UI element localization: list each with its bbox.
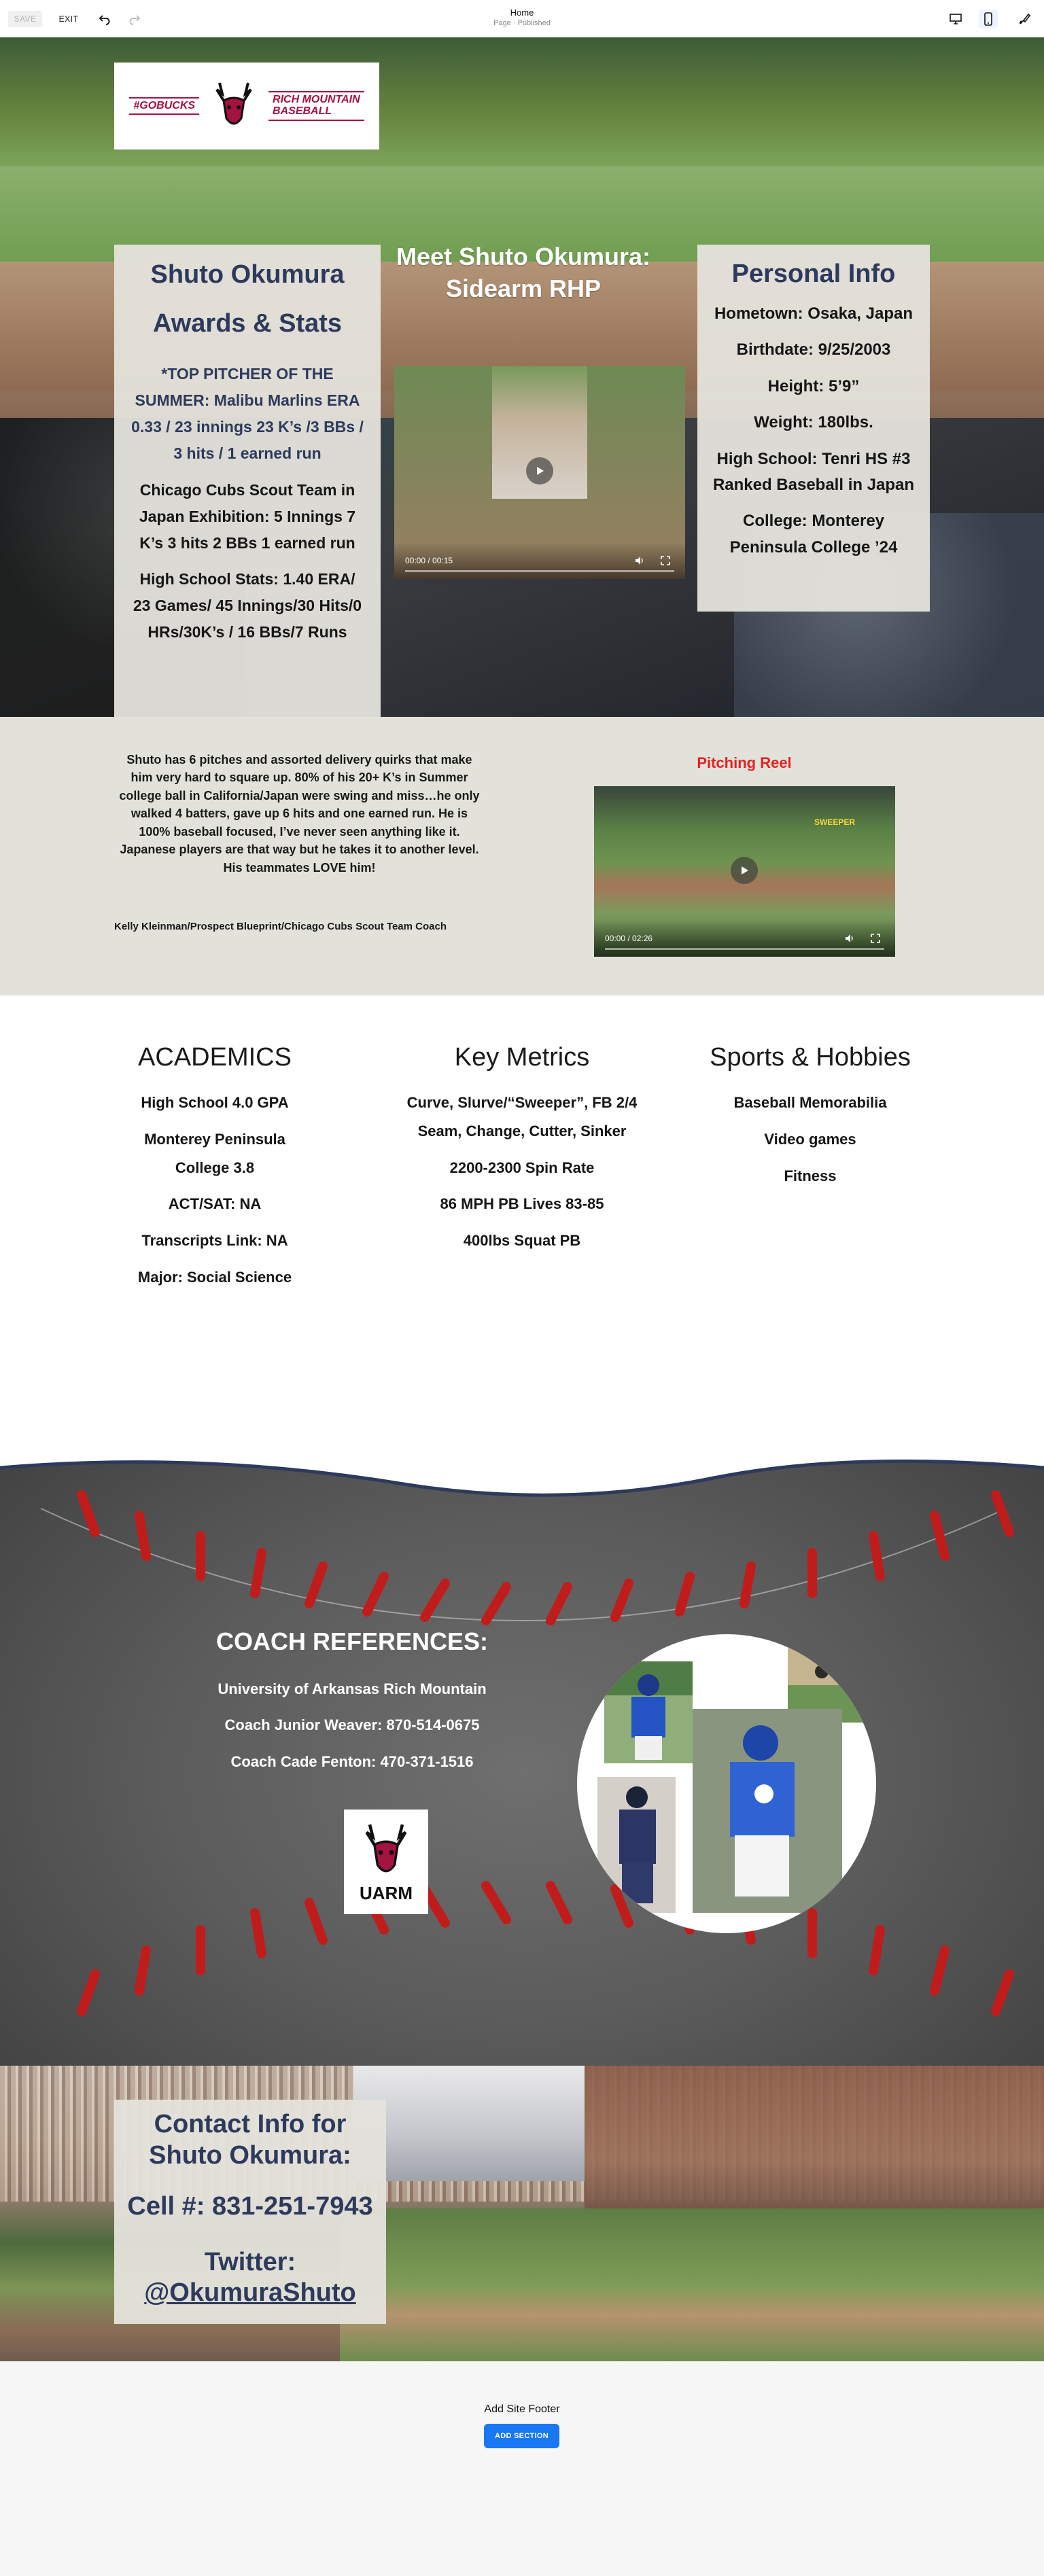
birthdate-text: Birthdate: 9/25/2003 <box>736 340 891 359</box>
twitter-block <box>121 2247 379 2309</box>
logo-line-1: RICH MOUNTAIN <box>273 94 360 106</box>
meet-video-title: Meet Shuto Okumura: Sidearm RHP <box>396 243 651 302</box>
scout-signature: Kelly Kleinman/Prospect Blueprint/Chicago Cubs Scout Team Coach <box>114 921 447 932</box>
academics-item: ACT/SAT: NA <box>168 1195 262 1213</box>
coach-reference-2: Coach Cade Fenton: 470-371-1516 <box>230 1752 474 1770</box>
warehouse-building-background <box>585 2066 1044 2222</box>
key-metrics-heading: Key Metrics <box>454 1043 590 1072</box>
key-metric-item: 400lbs Squat PB <box>463 1232 581 1250</box>
key-metric-item: 86 MPH PB Lives 83-85 <box>440 1195 604 1213</box>
desktop-view-icon[interactable] <box>946 10 965 29</box>
coach-references-section <box>0 1413 1044 2066</box>
key-metric-item: Curve, Slurve/“Sweeper”, FB 2/4 Seam, Change, Cutter, Sinker <box>406 1094 638 1140</box>
deer-logo-icon <box>359 1820 413 1882</box>
hobby-item: Baseball Memorabilia <box>733 1094 887 1111</box>
baseball-seam-background <box>0 1413 1044 2066</box>
meet-video-player[interactable] <box>394 366 685 579</box>
sweeper-overlay-text: SWEEPER <box>814 817 856 827</box>
fullscreen-icon[interactable] <box>868 931 883 946</box>
logo-line-2: BASEBALL <box>273 105 332 117</box>
awards-stats-panel <box>114 245 381 717</box>
hobby-item: Fitness <box>784 1167 837 1184</box>
video-time: 00:00 / 02:26 <box>605 934 653 943</box>
academics-item: Major: Social Science <box>137 1268 292 1286</box>
academics-item: High School 4.0 GPA <box>141 1094 289 1111</box>
scout-quote-text: Shuto has 6 pitches and assorted delivery quirks that make him very hard to square up. 80% of his 20+ K’s in Summer college ball in California/Japan were swing and miss…he only walked 4 batters, gave up 6 hits and one earned run. He is 100% baseball focused, I’ve never seen anything like it. Japanese players are that way but he takes it to another level. His teammates LOVE him! <box>119 753 480 875</box>
hometown-text: Hometown: Osaka, Japan <box>714 304 914 323</box>
college-text: College: Monterey Peninsula College ’24 <box>729 512 898 557</box>
redo-icon[interactable] <box>125 10 144 29</box>
height-text: Height: 5’9” <box>767 376 860 395</box>
video-controls <box>394 542 685 579</box>
contact-title: Contact Info for Shuto Okumura: <box>149 2110 351 2170</box>
pitching-reel-video[interactable] <box>594 786 895 957</box>
play-icon[interactable] <box>731 857 758 884</box>
personal-info-heading: Personal Info <box>731 260 896 288</box>
twitter-handle-link[interactable]: @OkumuraShuto <box>144 2278 356 2308</box>
volume-icon[interactable] <box>632 553 647 568</box>
player-photos-image <box>577 1634 876 1933</box>
awards-heading: Awards & Stats <box>152 308 343 338</box>
save-button[interactable]: SAVE <box>8 11 42 27</box>
weight-text: Weight: 180lbs. <box>754 413 873 432</box>
video-progress-bar[interactable] <box>605 948 884 950</box>
logo-gobucks-text: #GOBUCKS <box>129 97 199 116</box>
deer-logo-icon <box>210 80 258 132</box>
undo-icon[interactable] <box>95 10 114 29</box>
player-name-heading: Shuto Okumura <box>150 260 345 289</box>
key-metrics-column <box>386 1043 658 1255</box>
hobby-item: Video games <box>764 1130 856 1148</box>
academics-heading: ACADEMICS <box>138 1043 292 1072</box>
key-metric-item: 2200-2300 Spin Rate <box>449 1159 595 1176</box>
video-time: 00:00 / 00:15 <box>405 556 453 565</box>
page-title: Home <box>510 7 534 18</box>
city-skyline-background <box>353 2066 585 2181</box>
video-controls <box>594 920 895 957</box>
editor-toolbar <box>0 0 1044 37</box>
play-icon[interactable] <box>526 457 553 484</box>
hobbies-heading: Sports & Hobbies <box>710 1043 911 1072</box>
design-brush-icon[interactable] <box>1015 10 1034 29</box>
cell-number[interactable]: Cell #: 831-251-7943 <box>127 2192 373 2221</box>
site-footer-placeholder <box>0 2361 1044 2576</box>
cubs-exhibition-stats: Chicago Cubs Scout Team in Japan Exhibition: 5 Innings 7 K’s 3 hits 2 BBs 1 earned run <box>139 480 356 552</box>
high-school-text: High School: Tenri HS #3 Ranked Baseball in Japan <box>712 449 915 494</box>
pitching-reel-title: Pitching Reel <box>697 754 792 771</box>
stadium-field-background <box>340 2208 1044 2361</box>
logo-rich-mountain-text <box>268 91 364 121</box>
academics-item: Transcripts Link: NA <box>141 1232 288 1250</box>
add-site-footer-label: Add Site Footer <box>484 2403 560 2415</box>
add-section-button[interactable]: ADD SECTION <box>484 2424 559 2448</box>
academics-item: Monterey Peninsula College 3.8 <box>144 1130 285 1176</box>
coach-school: University of Arkansas Rich Mountain <box>218 1680 487 1697</box>
gobucks-logo[interactable] <box>114 63 379 149</box>
contact-section <box>0 2066 1044 2361</box>
uarm-logo <box>344 1810 428 1914</box>
contact-info-panel <box>114 2100 386 2324</box>
metrics-section <box>0 995 1044 1441</box>
personal-info-panel <box>697 245 930 612</box>
hobbies-column <box>674 1043 946 1190</box>
coach-reference-1: Coach Junior Weaver: 870-514-0675 <box>224 1716 480 1734</box>
scout-quote-section <box>0 717 1044 995</box>
fullscreen-icon[interactable] <box>658 553 673 568</box>
twitter-label: Twitter: <box>204 2247 296 2276</box>
hero-section <box>0 37 1044 717</box>
coach-references-heading: COACH REFERENCES: <box>215 1627 489 1655</box>
high-school-stats: High School Stats: 1.40 ERA/ 23 Games/ 45 Innings/30 Hits/0 HRs/30K’s / 16 BBs/7 Runs <box>133 569 362 641</box>
uarm-logo-word: UARM <box>360 1882 413 1903</box>
video-progress-bar[interactable] <box>405 570 674 572</box>
academics-column <box>79 1043 351 1292</box>
page-status: Page · Published <box>493 19 551 27</box>
exit-button[interactable]: EXIT <box>58 14 79 24</box>
volume-icon[interactable] <box>842 931 857 946</box>
summer-stats: *TOP PITCHER OF THE SUMMER: Malibu Marlins ERA 0.33 / 23 innings 23 K’s /3 BBs / 3 hits / 1 earned run <box>131 365 364 463</box>
mobile-view-icon[interactable] <box>979 10 998 29</box>
page-title-block[interactable] <box>420 7 624 27</box>
player-photo-collage <box>577 1634 876 1933</box>
coach-references-text <box>182 1627 522 1774</box>
